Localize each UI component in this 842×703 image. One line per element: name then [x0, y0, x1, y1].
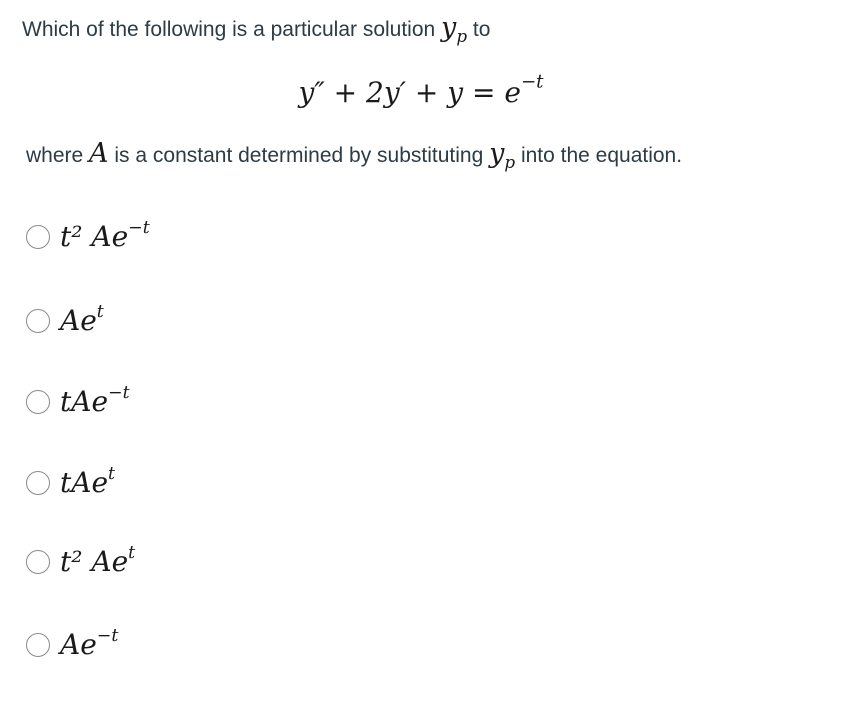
constant-text: is a constant determined by substituting: [114, 144, 484, 167]
differential-equation: [0, 71, 842, 109]
question-line-3: [26, 140, 682, 170]
option-label: Ae$^t$: [60, 301, 104, 337]
equation-exponent: −t: [520, 71, 544, 93]
a-symbol: A: [89, 138, 109, 169]
option-label: $Ae^{-t}$: [60, 625, 119, 661]
answer-option-2[interactable]: [26, 301, 104, 337]
equation-lhs: y″ + 2y′ + y = e: [298, 76, 521, 109]
where-text: where: [26, 144, 84, 167]
radio-button[interactable]: [26, 225, 50, 249]
radio-button[interactable]: [26, 309, 50, 333]
answer-option-5[interactable]: [26, 542, 136, 578]
option-label: t² Ae$^t$: [60, 542, 136, 578]
yp-symbol: $y_p$: [489, 138, 516, 172]
yp-symbol: $y_p$: [441, 12, 468, 46]
radio-button[interactable]: [26, 390, 50, 414]
equation-text-end: into the equation.: [520, 144, 683, 167]
answer-option-1[interactable]: [26, 217, 150, 253]
radio-button[interactable]: [26, 550, 50, 574]
answer-option-4[interactable]: [26, 463, 116, 499]
answer-option-3[interactable]: [26, 382, 130, 418]
question-text-tail: to: [472, 18, 491, 41]
option-label: tAe$^{-t}$: [60, 382, 130, 418]
question-line-1: [22, 14, 490, 44]
option-label: tAe$^t$: [60, 463, 116, 499]
radio-button[interactable]: [26, 471, 50, 495]
question-text: Which of the following is a particular solution: [22, 18, 436, 41]
radio-button[interactable]: [26, 633, 50, 657]
answer-option-6[interactable]: [26, 625, 119, 661]
option-label: t² $Ae^{-t}$: [60, 217, 150, 253]
